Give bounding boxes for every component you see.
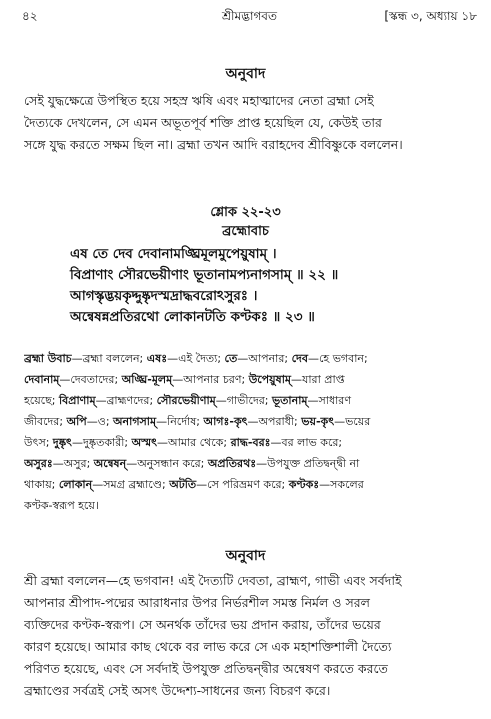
- synonym-gloss: —ভয়ের: [334, 415, 371, 428]
- synonym-gloss: —যারা প্রাপ্ত: [291, 373, 345, 386]
- synonym-gloss: —অসুর;: [52, 457, 94, 470]
- paragraph-line: সেই যুদ্ধক্ষেত্রে উপস্থিত হয়ে সহস্র ঋষি এবং মহাত্মাদের নেতা ব্রহ্মা সেই: [24, 93, 374, 108]
- synonym-term: অসুরঃ: [24, 457, 53, 470]
- synonym-line: [24, 453, 470, 474]
- synonym-gloss: —সকলের: [319, 478, 364, 491]
- synonym-gloss: —সমগ্র ব্রহ্মাণ্ডে;: [92, 478, 170, 491]
- synonym-term: অপি: [66, 415, 87, 428]
- synonym-term: রাদ্ধ-বরঃ: [230, 436, 271, 449]
- paragraph-line: ব্যক্তিদের কণ্টক-স্বরূপ। সে অনর্থক তাঁদের ভয় প্রদান করায়, তাঁদের ভয়ের: [24, 617, 381, 632]
- synonym-gloss: —সাধারণ: [307, 394, 352, 407]
- page-header: [22, 6, 477, 26]
- synonym-gloss: —ব্রহ্মা বললেন;: [71, 352, 147, 365]
- synonym-term: লোকান্: [58, 478, 93, 491]
- synonym-gloss: —অনুসন্ধান করে;: [126, 457, 208, 470]
- paragraph-line: ব্রহ্মাণ্ডের সর্বত্রই সেই অসৎ উদ্দেশ্য-সাধনের জন্য বিচরণ করে।: [24, 683, 331, 698]
- synonym-term: ভয়-কৃৎ: [301, 415, 335, 428]
- translation-paragraph-1: [24, 90, 470, 156]
- synonym-gloss: —ব্রাহ্মণদের;: [95, 394, 157, 407]
- translation-heading-2: অনুবাদ: [225, 548, 266, 564]
- verse-line: আগস্কৃদ্ভয়কৃদ্দুষ্কৃদস্মদ্রাদ্ধবরোঽসুরঃ ।: [70, 288, 258, 304]
- synonym-gloss: —উপযুক্ত প্রতিদ্বন্দ্বী না: [256, 457, 360, 470]
- synonym-term: কণ্টকঃ: [288, 478, 320, 491]
- translation-heading-1: অনুবাদ: [225, 66, 266, 82]
- sanskrit-verse: [70, 244, 470, 328]
- synonym-term: অস্মৎ: [131, 436, 157, 449]
- synonym-gloss: —আপনার;: [237, 352, 292, 365]
- synonym-term: ব্রহ্মা উবাচ: [24, 352, 72, 365]
- synonym-line: [24, 348, 470, 369]
- synonym-term: দেব: [291, 352, 308, 365]
- sloka-speaker: ব্রহ্মোবাচ: [222, 224, 269, 239]
- chapter-reference: [স্কন্ধ ৩, অধ্যায় ১৮: [384, 9, 477, 23]
- paragraph-line: সঙ্গে যুদ্ধ করতে সক্ষম ছিল না। ব্রহ্মা তখন আদি বরাহদেব শ্রীবিষ্ণুকে বললেন।: [24, 137, 403, 152]
- synonym-gloss: উৎস;: [24, 436, 53, 449]
- synonym-term: তে: [224, 352, 238, 365]
- synonym-term: আগঃ-কৃৎ: [203, 415, 248, 428]
- synonym-gloss: —আপনার চরণ;: [172, 373, 249, 386]
- synonym-term: ভূতানাম্: [271, 394, 308, 407]
- paragraph-line: শ্রী ব্রহ্মা বললেন—হে ভগবান! এই দৈত্যটি দেবতা, ব্রাহ্মণ, গাভী এবং সর্বদাই: [24, 573, 402, 588]
- synonym-term: বিপ্রাণাম্: [58, 394, 96, 407]
- book-title: শ্রীমদ্ভাগবত: [221, 9, 277, 23]
- paragraph-line: আপনার শ্রীপাদ-পদ্মের আরাধনার উপর নির্ভরশীল সমস্ত নির্মল ও সরল: [24, 595, 370, 610]
- synonym-line: [24, 432, 470, 453]
- synonym-gloss: —দেবতাদের;: [59, 373, 122, 386]
- synonym-gloss: কণ্টক-স্বরূপ হয়ে।: [24, 499, 99, 512]
- synonym-gloss: —গাভীদের;: [215, 394, 272, 407]
- synonym-gloss: —সে পরিভ্রমণ করে;: [196, 478, 289, 491]
- synonym-term: দুষ্কৃৎ: [52, 436, 72, 449]
- synonym-term: সৌরভেয়ীণাম্: [156, 394, 216, 407]
- synonym-gloss: —দুষ্কৃতকারী;: [71, 436, 132, 449]
- paragraph-line: কারণ হয়েছে। আমার কাছ থেকে বর লাভ করে সে এক মহাশক্তিশালী দৈত্যে: [24, 639, 392, 654]
- synonym-term: অনাগসাম্: [113, 415, 157, 428]
- synonym-line: [24, 390, 470, 411]
- verse-line: অন্বেষন্নপ্রতিরথো লোকানটতি কণ্টকঃ ॥ ২৩ ॥: [70, 309, 315, 325]
- paragraph-line: দৈত্যকে দেখলেন, সে এমন অভূতপূর্ব শক্তি প্রাপ্ত হয়েছিল যে, কেউই তার: [24, 115, 382, 130]
- translation-paragraph-2: [24, 570, 470, 702]
- synonym-gloss: —হে ভগবান;: [307, 352, 368, 365]
- synonym-gloss: —নির্দোষ;: [156, 415, 204, 428]
- verse-line: এষ তে দেব দেবানামঙ্ঘ্রিমূলমুপেয়ুষাম্ ।: [70, 246, 277, 262]
- page-number: ৪২: [22, 9, 38, 23]
- synonym-gloss: জীবদের;: [24, 415, 67, 428]
- synonym-line: [24, 411, 470, 432]
- synonym-gloss: —অপরাধী;: [247, 415, 302, 428]
- word-for-word-synonyms: [24, 348, 470, 516]
- synonym-term: এষঃ: [146, 352, 168, 365]
- synonym-line: [24, 495, 470, 516]
- synonym-term: অটতি: [169, 478, 197, 491]
- synonym-gloss: —বর লাভ করে;: [270, 436, 343, 449]
- synonym-gloss: থাকায়;: [24, 478, 59, 491]
- sloka-title: শ্লোক ২২-২৩: [210, 205, 281, 220]
- synonym-gloss: —ও;: [86, 415, 114, 428]
- synonym-term: অন্বেষন্: [93, 457, 127, 470]
- synonym-term: উপেয়ুষাম্: [248, 373, 291, 386]
- synonym-gloss: —এই দৈত্য;: [167, 352, 225, 365]
- synonym-gloss: —আমার থেকে;: [157, 436, 231, 449]
- synonym-term: অপ্রতিরথঃ: [207, 457, 257, 470]
- paragraph-line: পরিণত হয়েছে, এবং সে সর্বদাই উপযুক্ত প্রতিদ্বন্দ্বীর অন্বেষণ করতে করতে: [24, 661, 388, 676]
- synonym-line: [24, 474, 470, 495]
- synonym-term: দেবানাম্: [24, 373, 60, 386]
- synonym-line: [24, 369, 470, 390]
- synonym-gloss: হয়েছে;: [24, 394, 59, 407]
- synonym-term: অঙ্ঘ্রি-মূলম্: [121, 373, 173, 386]
- verse-line: বিপ্রাণাং সৌরভেয়ীণাং ভূতানামপ্যনাগসাম্ ॥ ২২ ॥: [70, 267, 339, 283]
